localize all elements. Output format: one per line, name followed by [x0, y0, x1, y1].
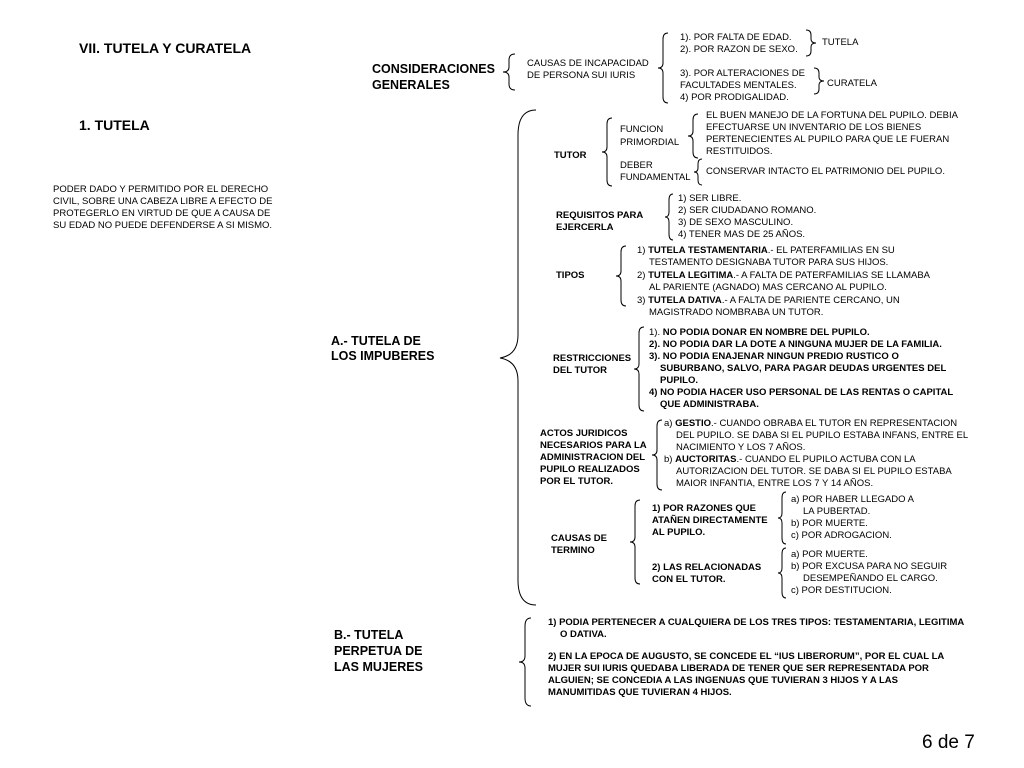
brace	[778, 548, 788, 598]
page-number: 6 de 7	[922, 732, 975, 753]
causa-item: c) POR DESTITUCION.	[791, 585, 892, 596]
brace-right	[806, 30, 816, 56]
impuberes-label: A.- TUTELA DE	[331, 334, 421, 348]
brace	[658, 33, 670, 103]
page-title: VII. TUTELA Y CURATELA	[79, 40, 252, 56]
tipo-item: 1) TUTELA TESTAMENTARIA.- EL PATERFAMILIAS EN SU	[637, 245, 895, 256]
deber-label: DEBER	[620, 160, 653, 171]
brace	[503, 54, 517, 90]
restriccion-item: 1). NO PODIA DONAR EN NOMBRE DEL PUPILO.	[649, 327, 870, 338]
brace	[665, 194, 675, 240]
causas-termino-label: CAUSAS DE	[551, 533, 607, 544]
main-brace	[500, 110, 538, 605]
actos-label: ACTOS JURIDICOS	[540, 428, 628, 439]
tutor-label: TUTOR	[554, 150, 587, 161]
requisito-item: 4) TENER MAS DE 25 AÑOS.	[678, 229, 806, 240]
brace	[778, 492, 788, 544]
tutela-label: TUTELA	[822, 37, 859, 48]
cause-item: 2). POR RAZON DE SEXO.	[680, 44, 798, 55]
brace	[630, 500, 642, 584]
tipo-item: 2) TUTELA LEGITIMA.- A FALTA DE PATERFAMILIAS SE LLAMABA	[637, 270, 930, 281]
restriccion-item: 4) NO PODIA HACER USO PERSONAL DE LAS RENTAS O CAPITAL	[649, 387, 954, 398]
brace	[694, 159, 704, 185]
causa-item: b) POR EXCUSA PARA NO SEGUIR	[791, 561, 948, 572]
causa-item: c) POR ADROGACION.	[791, 530, 892, 541]
funcion-text: EL BUEN MANEJO DE LA FORTUNA DEL PUPILO. DEBIA	[706, 110, 958, 121]
requisitos-label: REQUISITOS PARA	[556, 210, 644, 221]
brace	[616, 246, 628, 306]
cause-item: 1). POR FALTA DE EDAD.	[680, 32, 792, 43]
brace	[602, 118, 614, 186]
causa-item: a) POR MUERTE.	[791, 549, 868, 560]
causa-group-2: 2) LAS RELACIONADAS	[652, 562, 762, 573]
considerations-label: CONSIDERACIONES	[372, 62, 495, 76]
considerations-label-2: GENERALES	[372, 78, 450, 92]
requisito-item: 2) SER CIUDADANO ROMANO.	[678, 205, 817, 216]
restriccion-item: 3). NO PODIA ENAJENAR NINGUN PREDIO RUSTICO O	[649, 351, 899, 362]
restricciones-label: RESTRICCIONES	[553, 353, 632, 364]
requisito-item: 1) SER LIBRE.	[678, 193, 742, 204]
brace-right	[814, 68, 824, 94]
brace	[519, 618, 533, 706]
brace	[634, 327, 646, 411]
causa-group-1: 1) POR RAZONES QUE	[652, 503, 756, 514]
acto-item: a) GESTIO.- CUANDO OBRABA EL TUTOR EN REPRESENTACION	[664, 418, 958, 429]
deber-text: CONSERVAR INTACTO EL PATRIMONIO DEL PUPILO.	[706, 166, 945, 177]
requisito-item: 3) DE SEXO MASCULINO.	[678, 217, 794, 228]
acto-item: b) AUCTORITAS.- CUANDO EL PUPILO ACTUBA CON LA	[664, 454, 916, 465]
causes-label: CAUSAS DE INCAPACIDAD	[527, 58, 649, 69]
causa-item: b) POR MUERTE.	[791, 518, 868, 529]
brace	[652, 420, 664, 490]
causa-item: a) POR HABER LLEGADO A	[791, 494, 915, 505]
restriccion-item: 2). NO PODIA DAR LA DOTE A NINGUNA MUJER DE LA FAMILIA.	[649, 339, 942, 350]
tipos-label: TIPOS	[556, 270, 585, 281]
mujeres-label: B.- TUTELA	[334, 628, 404, 642]
cause-item: 3). POR ALTERACIONES DE	[680, 68, 805, 79]
brace	[688, 114, 700, 158]
section-heading: 1. TUTELA	[79, 117, 150, 133]
cause-item: 4) POR PRODIGALIDAD.	[680, 92, 789, 103]
curatela-label: CURATELA	[827, 78, 877, 89]
mujeres-paragraph-2: 2) EN LA EPOCA DE AUGUSTO, SE CONCEDE EL “IUS LIBERORUM”, POR EL CUAL LA	[548, 651, 945, 662]
mujeres-paragraph-1: 1) PODIA PERTENECER A CUALQUIERA DE LOS TRES TIPOS: TESTAMENTARIA, LEGITIMA	[548, 617, 965, 628]
tipo-item: 3) TUTELA DATIVA.- A FALTA DE PARIENTE CERCANO, UN	[637, 295, 900, 306]
funcion-label: FUNCION	[620, 124, 664, 135]
